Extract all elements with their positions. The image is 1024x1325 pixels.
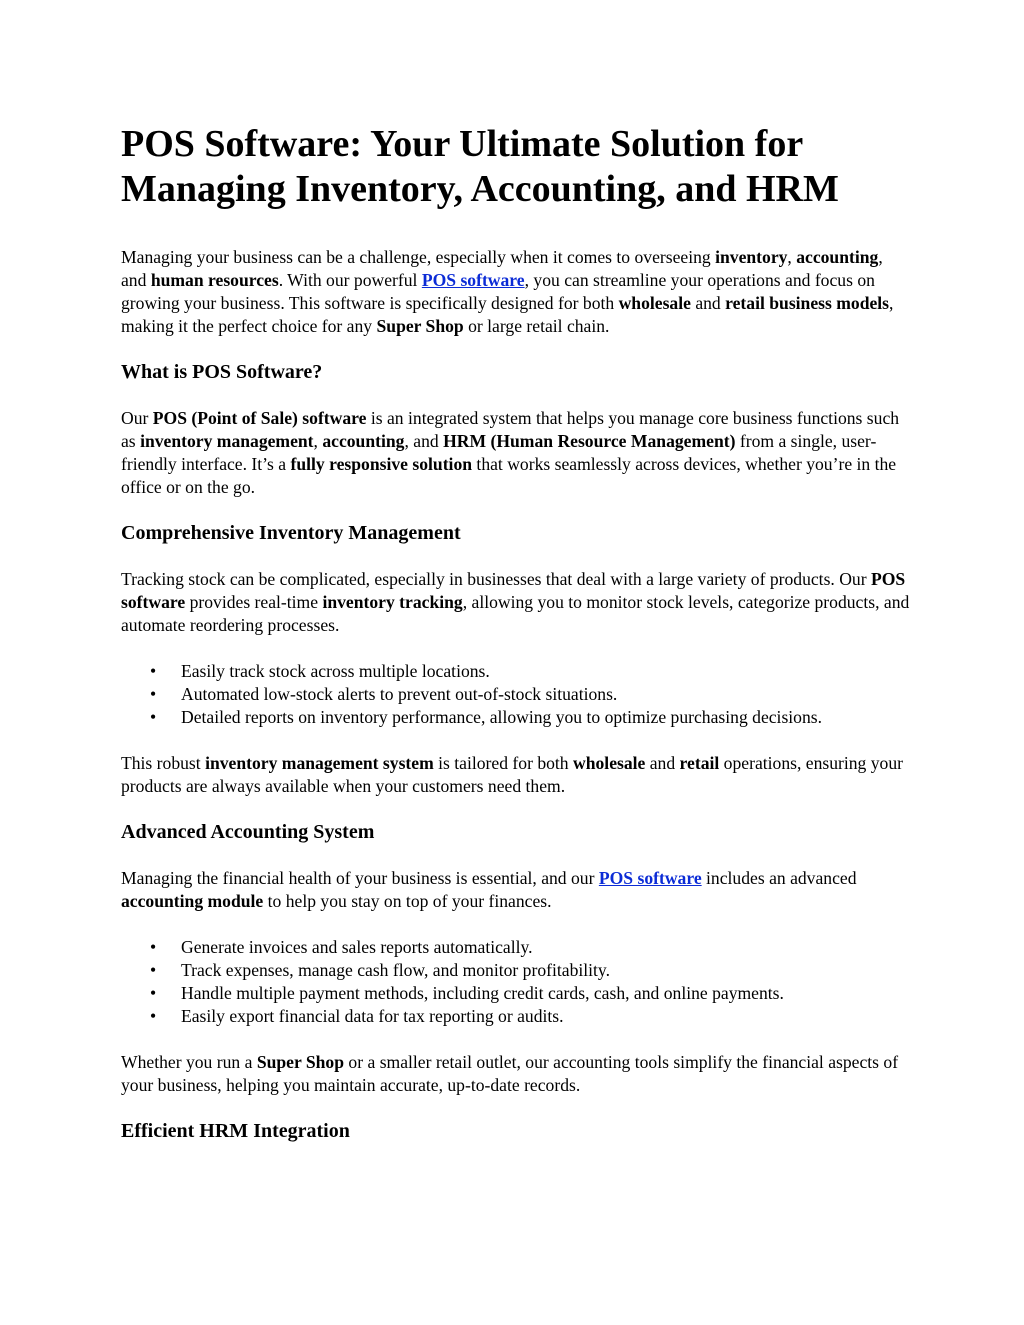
intro-text-8: or large retail chain. [463,316,610,336]
inv-bold-pos: POS software [121,569,906,612]
what-bold-inventory-mgmt: inventory management [140,431,314,451]
what-bold-hrm: HRM (Human Resource Management) [443,431,736,451]
what-text-5: from a single, user-friendly interface. It’s a [121,431,877,474]
intro-bold-wholesale: wholesale [618,293,691,313]
section-heading-accounting: Advanced Accounting System [121,821,375,843]
what-text-2: is an integrated system that helps you manage core business functions such as [121,408,900,451]
inventory-paragraph-1 [121,568,911,637]
inv-bold-tracking: inventory tracking [322,592,463,612]
intro-bold-retail-models: retail business models [725,293,890,313]
list-item: • Generate invoices and sales reports automatically. [121,936,911,959]
intro-paragraph [121,246,911,338]
intro-text-5: , you can streamline your operations and focus on growing your business. This software is specifically designed for both [121,270,875,313]
intro-text-4: . With our powerful [278,270,422,290]
page-title [121,122,911,212]
inv2-text-4: operations, ensuring your products are always available when your customers need them. [121,753,904,796]
pos-software-link[interactable]: POS software [421,270,525,290]
intro-text-7: , making it the perfect choice for any [121,293,894,336]
inv2-text-3: and [645,753,680,773]
what-bold-accounting: accounting [322,431,405,451]
accounting-paragraph-2 [121,1051,911,1097]
inv2-bold-wholesale: wholesale [573,753,646,773]
acc-text-2: includes an advanced [701,868,857,888]
what-text-1: Our [121,408,153,428]
intro-text-6: and [690,293,726,313]
what-text-3: , [313,431,323,451]
acc2-text-1: Whether you run a [121,1052,257,1072]
intro-text-3: , and [121,247,883,290]
inv2-bold-retail: retail [679,753,720,773]
section-heading-hrm: Efficient HRM Integration [121,1120,350,1142]
inventory-paragraph-2 [121,752,911,798]
inv-text-1: Tracking stock can be complicated, especially in businesses that deal with a large variety of products. Our [121,569,871,589]
intro-text-1: Managing your business can be a challenge, especially when it comes to overseeing [121,247,716,267]
intro-bold-inventory: inventory [715,247,788,267]
inv2-text-1: This robust [121,753,206,773]
what-bold-pos: POS (Point of Sale) software [152,408,367,428]
what-text-6: that works seamlessly across devices, whether you’re in the office or on the go. [121,454,897,497]
inv-text-3: , allowing you to monitor stock levels, categorize products, and automate reordering processes. [121,592,910,635]
acc-text-1: Managing the financial health of your business is essential, and our [121,868,599,888]
page-title-line-2: Managing Inventory, Accounting, and HRM [121,168,839,210]
pos-software-link-accounting[interactable]: POS software [598,868,702,888]
intro-text-2: , [787,247,797,267]
inv-text-2: provides real-time [185,592,323,612]
inv2-text-2: is tailored for both [433,753,574,773]
acc2-text-2: or a smaller retail outlet, our accounting tools simplify the financial aspects of your business, helping you maintain accurate, up-to-date records. [121,1052,899,1095]
what-paragraph [121,407,911,499]
intro-bold-accounting: accounting [796,247,879,267]
intro-bold-hr: human resources [150,270,279,290]
list-item: • Automated low-stock alerts to prevent out-of-stock situations. [121,683,911,706]
acc-text-3: to help you stay on top of your finances. [263,891,552,911]
list-item: • Detailed reports on inventory performance, allowing you to optimize purchasing decisions. [121,706,911,729]
acc-bold-module: accounting module [121,891,264,911]
inventory-bullet-list [121,660,911,729]
page-title-line-1: POS Software: Your Ultimate Solution for [121,123,804,165]
what-bold-responsive: fully responsive solution [290,454,473,474]
section-heading-what-is-pos: What is POS Software? [121,361,323,383]
list-item: • Track expenses, manage cash flow, and monitor profitability. [121,959,911,982]
document-page [121,122,911,1143]
acc2-bold-super-shop: Super Shop [256,1052,345,1072]
intro-bold-super-shop: Super Shop [376,316,464,336]
section-heading-inventory: Comprehensive Inventory Management [121,522,461,544]
accounting-paragraph-1 [121,867,911,913]
accounting-bullet-list [121,936,911,1028]
list-item: • Handle multiple payment methods, including credit cards, cash, and online payments. [121,982,911,1005]
what-text-4: , and [404,431,444,451]
inv2-bold-system: inventory management system [205,753,434,773]
list-item: • Easily export financial data for tax reporting or audits. [121,1005,911,1028]
list-item: • Easily track stock across multiple locations. [121,660,911,683]
